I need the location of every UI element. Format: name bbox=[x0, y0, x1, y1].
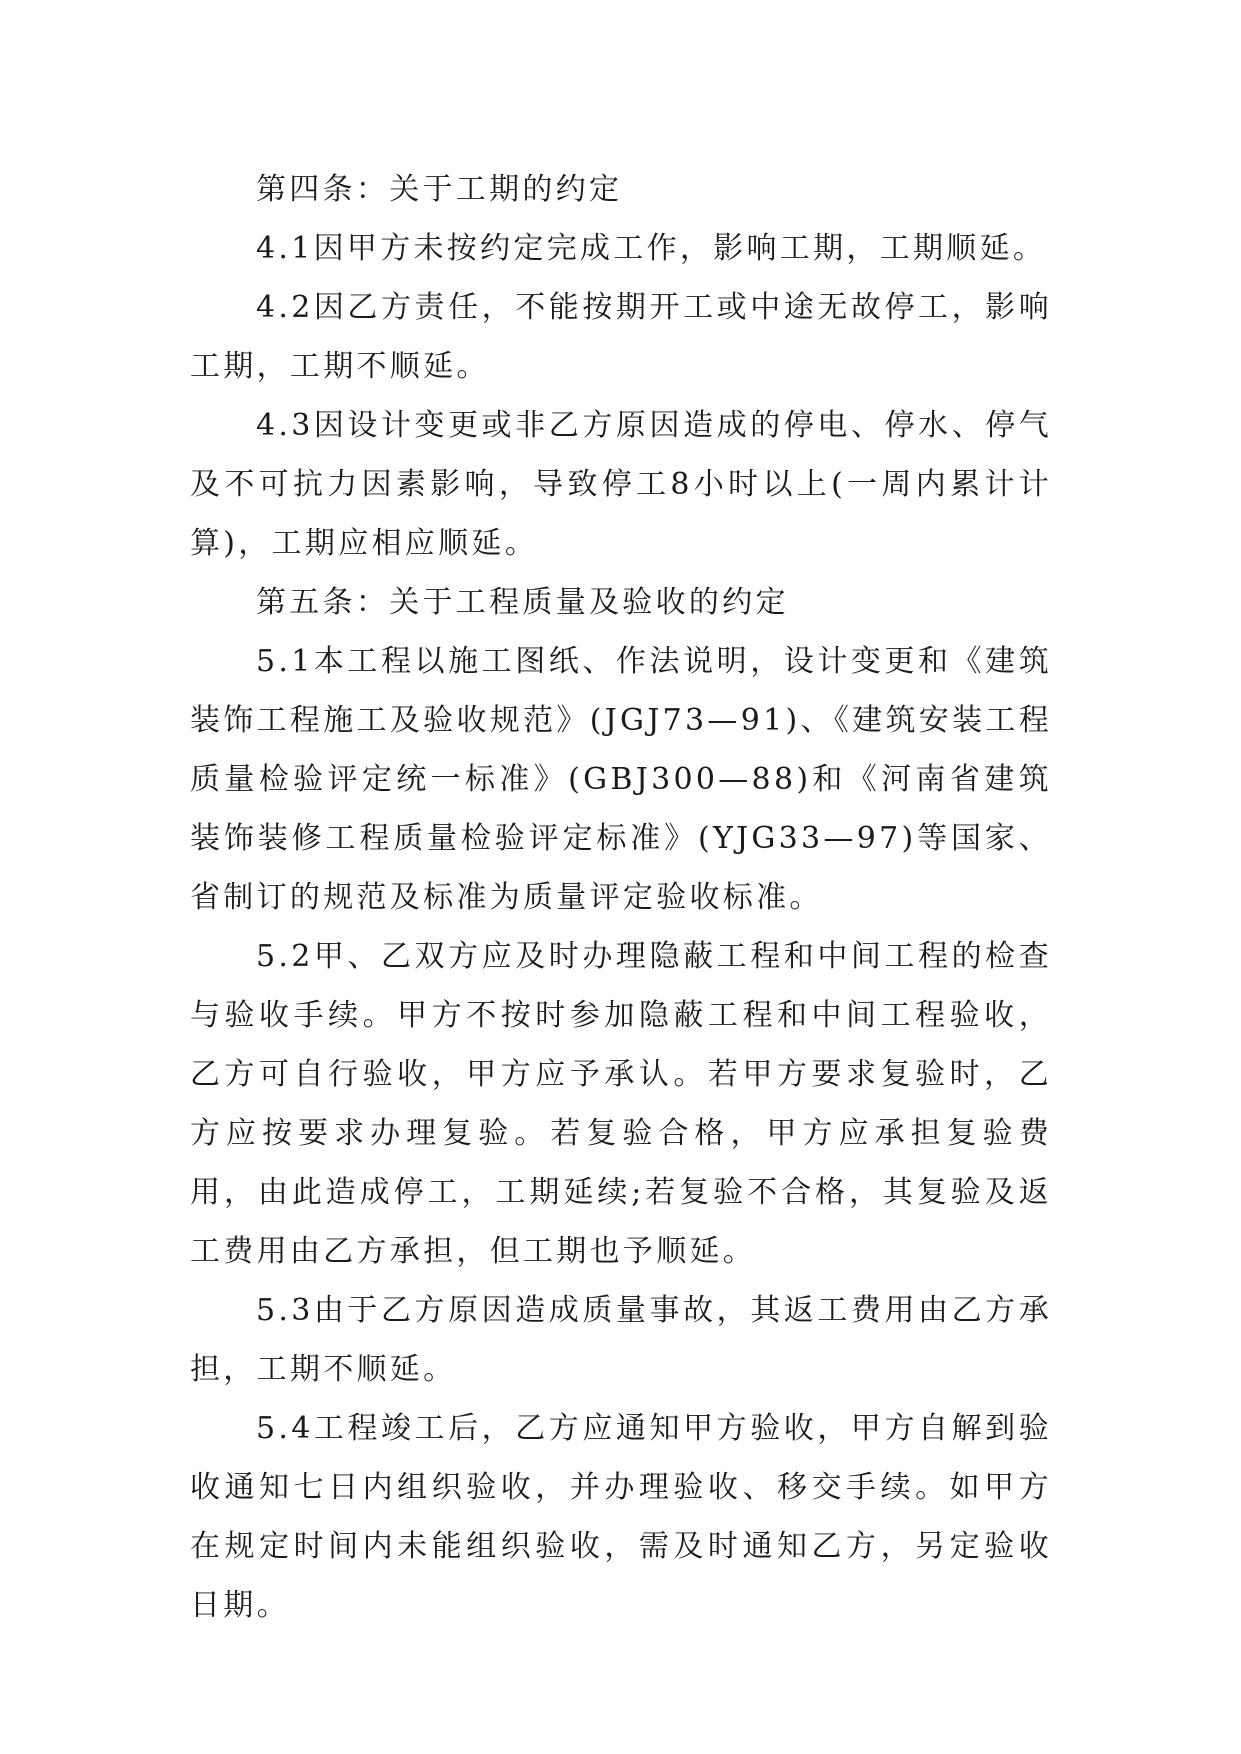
clause-5-1: 5.1本工程以施工图纸、作法说明，设计变更和《建筑装饰工程施工及验收规范》(JGJ73—91)、《建筑安装工程质量检验评定统一标准》(GBJ300—88)和《河南省建筑装饰装修工程质量检验评定标准》(YJG33—97)等国家、省制订的规范及标准为质量评定验收标准。 bbox=[190, 644, 1052, 915]
clause-4-2: 4.2因乙方责任，不能按期开工或中途无故停工，影响工期，工期不顺延。 bbox=[190, 290, 1052, 384]
clause-5-3: 5.3由于乙方原因造成质量事故，其返工费用由乙方承担，工期不顺延。 bbox=[190, 1293, 1052, 1387]
article-4-heading: 第四条：关于工期的约定 bbox=[256, 172, 623, 207]
clause-4-3: 4.3因设计变更或非乙方原因造成的停电、停水、停气及不可抗力因素影响，导致停工8小时以上(一周内累计计算)，工期应相应顺延。 bbox=[190, 408, 1052, 561]
clause-5-4: 5.4工程竣工后，乙方应通知甲方验收，甲方自解到验收通知七日内组织验收，并办理验收、移交手续。如甲方在规定时间内未能组织验收，需及时通知乙方，另定验收日期。 bbox=[190, 1411, 1052, 1623]
document-body bbox=[190, 160, 1052, 1635]
article-5-heading: 第五条：关于工程质量及验收的约定 bbox=[256, 585, 789, 620]
clause-5-2: 5.2甲、乙双方应及时办理隐蔽工程和中间工程的检查与验收手续。甲方不按时参加隐蔽工程和中间工程验收，乙方可自行验收，甲方应予承认。若甲方要求复验时，乙方应按要求办理复验。若复验合格，甲方应承担复验费用，由此造成停工，工期延续;若复验不合格，其复验及返工费用由乙方承担，但工期也予顺延。 bbox=[190, 939, 1052, 1269]
clause-4-1: 4.1因甲方未按约定完成工作，影响工期，工期顺延。 bbox=[256, 231, 1047, 266]
